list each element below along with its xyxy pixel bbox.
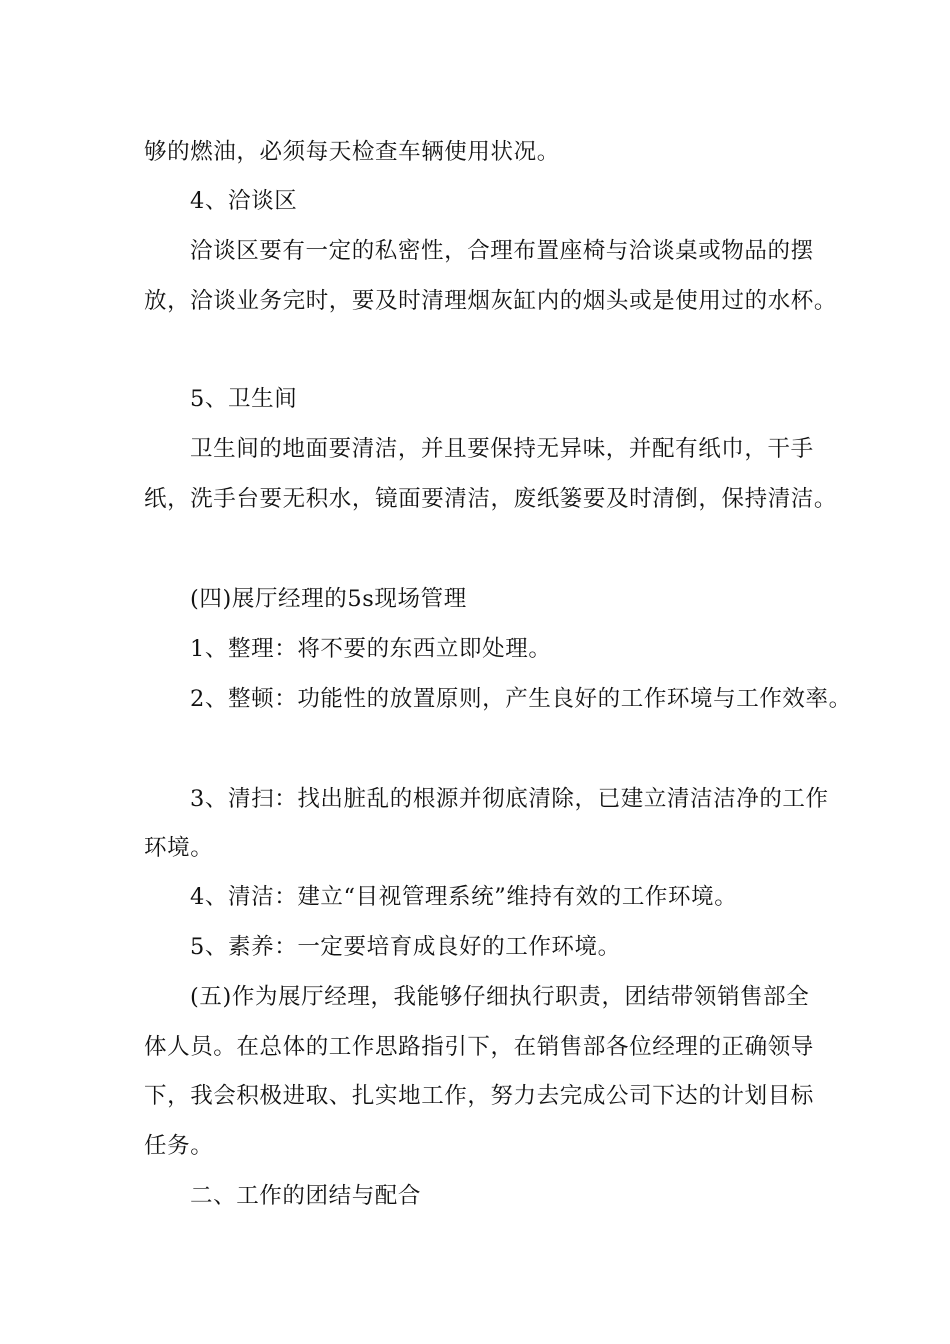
paragraph-line: 纸，洗手台要无积水，镜面要清洁，废纸篓要及时清倒，保持清洁。	[144, 486, 838, 512]
section-heading: 4、洽谈区	[190, 188, 298, 214]
paragraph-line: 够的燃油，必须每天检查车辆使用状况。	[144, 139, 560, 165]
paragraph-line: 卫生间的地面要清洁，并且要保持无异味，并配有纸巾，干手	[190, 436, 814, 462]
list-item: 5、素养：一定要培育成良好的工作环境。	[190, 934, 621, 960]
list-item: 1、整理：将不要的东西立即处理。	[190, 636, 552, 662]
section-heading: 二、工作的团结与配合	[190, 1183, 422, 1209]
paragraph-line: 环境。	[144, 835, 214, 861]
paragraph-line: (五)作为展厅经理，我能够仔细执行职责，团结带领销售部全	[190, 984, 810, 1010]
list-item: 4、清洁：建立“目视管理系统”维持有效的工作环境。	[190, 884, 738, 910]
section-heading: 5、卫生间	[190, 386, 298, 412]
paragraph-line: 下，我会积极进取、扎实地工作，努力去完成公司下达的计划目标	[144, 1083, 814, 1109]
paragraph-line: 任务。	[144, 1133, 214, 1159]
list-item: 3、清扫：找出脏乱的根源并彻底清除，已建立清洁洁净的工作	[190, 786, 829, 812]
section-heading: (四)展厅经理的5s现场管理	[190, 586, 467, 612]
paragraph-line: 放，洽谈业务完时，要及时清理烟灰缸内的烟头或是使用过的水杯。	[144, 288, 838, 314]
paragraph-line: 洽谈区要有一定的私密性，合理布置座椅与洽谈桌或物品的摆	[190, 238, 814, 264]
list-item: 2、整顿：功能性的放置原则，产生良好的工作环境与工作效率。	[190, 686, 852, 712]
paragraph-line: 体人员。在总体的工作思路指引下，在销售部各位经理的正确领导	[144, 1034, 814, 1060]
